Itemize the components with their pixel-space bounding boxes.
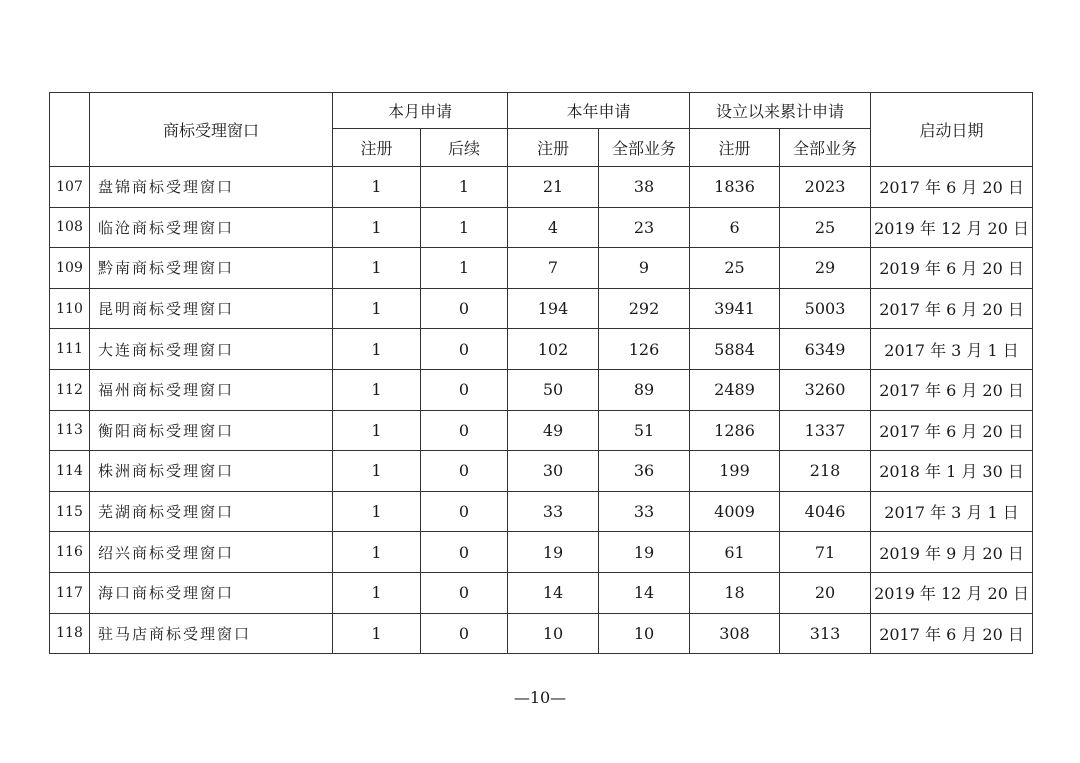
- window-name: 昆明商标受理窗口: [90, 288, 333, 329]
- subheader-year-all: 全部业务: [599, 129, 690, 167]
- start-date: 2019 年 12 月 20 日: [871, 572, 1033, 613]
- window-name: 衡阳商标受理窗口: [90, 410, 333, 451]
- total-all: 29: [780, 248, 871, 289]
- table-row: [50, 451, 1033, 492]
- year-register: 33: [508, 491, 599, 532]
- header-start-date: 启动日期: [871, 93, 1033, 167]
- start-date: 2017 年 6 月 20 日: [871, 288, 1033, 329]
- window-name: 大连商标受理窗口: [90, 329, 333, 370]
- row-number: 117: [50, 572, 90, 613]
- total-register: 1286: [690, 410, 780, 451]
- table-row: [50, 369, 1033, 410]
- row-number: 118: [50, 613, 90, 654]
- total-register: 25: [690, 248, 780, 289]
- start-date: 2019 年 12 月 20 日: [871, 207, 1033, 248]
- window-name: 海口商标受理窗口: [90, 572, 333, 613]
- year-register: 14: [508, 572, 599, 613]
- year-all: 23: [599, 207, 690, 248]
- start-date: 2017 年 6 月 20 日: [871, 410, 1033, 451]
- start-date: 2017 年 6 月 20 日: [871, 167, 1033, 208]
- subheader-month-register: 注册: [333, 129, 421, 167]
- total-register: 308: [690, 613, 780, 654]
- year-all: 126: [599, 329, 690, 370]
- header-year: 本年申请: [508, 93, 690, 129]
- total-all: 1337: [780, 410, 871, 451]
- month-register: 1: [333, 369, 421, 410]
- month-register: 1: [333, 329, 421, 370]
- year-register: 7: [508, 248, 599, 289]
- total-register: 5884: [690, 329, 780, 370]
- total-register: 4009: [690, 491, 780, 532]
- year-all: 36: [599, 451, 690, 492]
- total-register: 6: [690, 207, 780, 248]
- month-register: 1: [333, 572, 421, 613]
- month-follow: 0: [421, 572, 508, 613]
- year-all: 14: [599, 572, 690, 613]
- total-all: 2023: [780, 167, 871, 208]
- window-name: 驻马店商标受理窗口: [90, 613, 333, 654]
- table-row: [50, 613, 1033, 654]
- row-number: 111: [50, 329, 90, 370]
- total-register: 199: [690, 451, 780, 492]
- year-register: 49: [508, 410, 599, 451]
- header-month: 本月申请: [333, 93, 508, 129]
- subheader-year-register: 注册: [508, 129, 599, 167]
- window-name: 绍兴商标受理窗口: [90, 532, 333, 573]
- year-register: 102: [508, 329, 599, 370]
- page-number: —10—: [513, 688, 567, 707]
- total-all: 71: [780, 532, 871, 573]
- year-register: 50: [508, 369, 599, 410]
- year-all: 38: [599, 167, 690, 208]
- month-follow: 0: [421, 410, 508, 451]
- table-row: [50, 288, 1033, 329]
- total-all: 3260: [780, 369, 871, 410]
- row-number: 115: [50, 491, 90, 532]
- month-follow: 0: [421, 532, 508, 573]
- year-all: 33: [599, 491, 690, 532]
- total-register: 1836: [690, 167, 780, 208]
- window-name: 盘锦商标受理窗口: [90, 167, 333, 208]
- total-all: 4046: [780, 491, 871, 532]
- table-row: [50, 329, 1033, 370]
- year-all: 9: [599, 248, 690, 289]
- month-register: 1: [333, 613, 421, 654]
- total-all: 313: [780, 613, 871, 654]
- table-row: [50, 248, 1033, 289]
- year-all: 292: [599, 288, 690, 329]
- header-index: [50, 93, 90, 167]
- row-number: 114: [50, 451, 90, 492]
- year-all: 51: [599, 410, 690, 451]
- total-all: 25: [780, 207, 871, 248]
- month-register: 1: [333, 451, 421, 492]
- start-date: 2017 年 3 月 1 日: [871, 329, 1033, 370]
- header-total: 设立以来累计申请: [690, 93, 871, 129]
- start-date: 2017 年 6 月 20 日: [871, 613, 1033, 654]
- year-register: 10: [508, 613, 599, 654]
- month-register: 1: [333, 491, 421, 532]
- total-register: 61: [690, 532, 780, 573]
- window-name: 株洲商标受理窗口: [90, 451, 333, 492]
- table-row: [50, 491, 1033, 532]
- table-row: [50, 410, 1033, 451]
- window-name: 芜湖商标受理窗口: [90, 491, 333, 532]
- year-all: 19: [599, 532, 690, 573]
- month-follow: 0: [421, 491, 508, 532]
- row-number: 113: [50, 410, 90, 451]
- total-all: 218: [780, 451, 871, 492]
- start-date: 2019 年 6 月 20 日: [871, 248, 1033, 289]
- month-register: 1: [333, 207, 421, 248]
- total-register: 2489: [690, 369, 780, 410]
- row-number: 108: [50, 207, 90, 248]
- start-date: 2017 年 3 月 1 日: [871, 491, 1033, 532]
- year-register: 21: [508, 167, 599, 208]
- month-register: 1: [333, 410, 421, 451]
- month-register: 1: [333, 532, 421, 573]
- table-row: [50, 572, 1033, 613]
- row-number: 116: [50, 532, 90, 573]
- year-register: 30: [508, 451, 599, 492]
- year-all: 10: [599, 613, 690, 654]
- total-all: 20: [780, 572, 871, 613]
- month-follow: 1: [421, 207, 508, 248]
- total-all: 6349: [780, 329, 871, 370]
- month-register: 1: [333, 248, 421, 289]
- row-number: 107: [50, 167, 90, 208]
- row-number: 112: [50, 369, 90, 410]
- start-date: 2018 年 1 月 30 日: [871, 451, 1033, 492]
- year-register: 4: [508, 207, 599, 248]
- start-date: 2017 年 6 月 20 日: [871, 369, 1033, 410]
- month-follow: 0: [421, 613, 508, 654]
- month-follow: 0: [421, 451, 508, 492]
- year-register: 194: [508, 288, 599, 329]
- trademark-window-table: [49, 92, 1033, 654]
- total-register: 18: [690, 572, 780, 613]
- month-follow: 0: [421, 288, 508, 329]
- table-row: [50, 532, 1033, 573]
- year-all: 89: [599, 369, 690, 410]
- subheader-total-all: 全部业务: [780, 129, 871, 167]
- table-row: [50, 167, 1033, 208]
- row-number: 110: [50, 288, 90, 329]
- year-register: 19: [508, 532, 599, 573]
- month-follow: 1: [421, 248, 508, 289]
- total-register: 3941: [690, 288, 780, 329]
- row-number: 109: [50, 248, 90, 289]
- month-follow: 1: [421, 167, 508, 208]
- month-follow: 0: [421, 369, 508, 410]
- total-all: 5003: [780, 288, 871, 329]
- month-follow: 0: [421, 329, 508, 370]
- start-date: 2019 年 9 月 20 日: [871, 532, 1033, 573]
- month-register: 1: [333, 288, 421, 329]
- subheader-month-follow: 后续: [421, 129, 508, 167]
- table-row: [50, 207, 1033, 248]
- window-name: 黔南商标受理窗口: [90, 248, 333, 289]
- window-name: 临沧商标受理窗口: [90, 207, 333, 248]
- month-register: 1: [333, 167, 421, 208]
- window-name: 福州商标受理窗口: [90, 369, 333, 410]
- header-window: 商标受理窗口: [90, 93, 333, 167]
- subheader-total-register: 注册: [690, 129, 780, 167]
